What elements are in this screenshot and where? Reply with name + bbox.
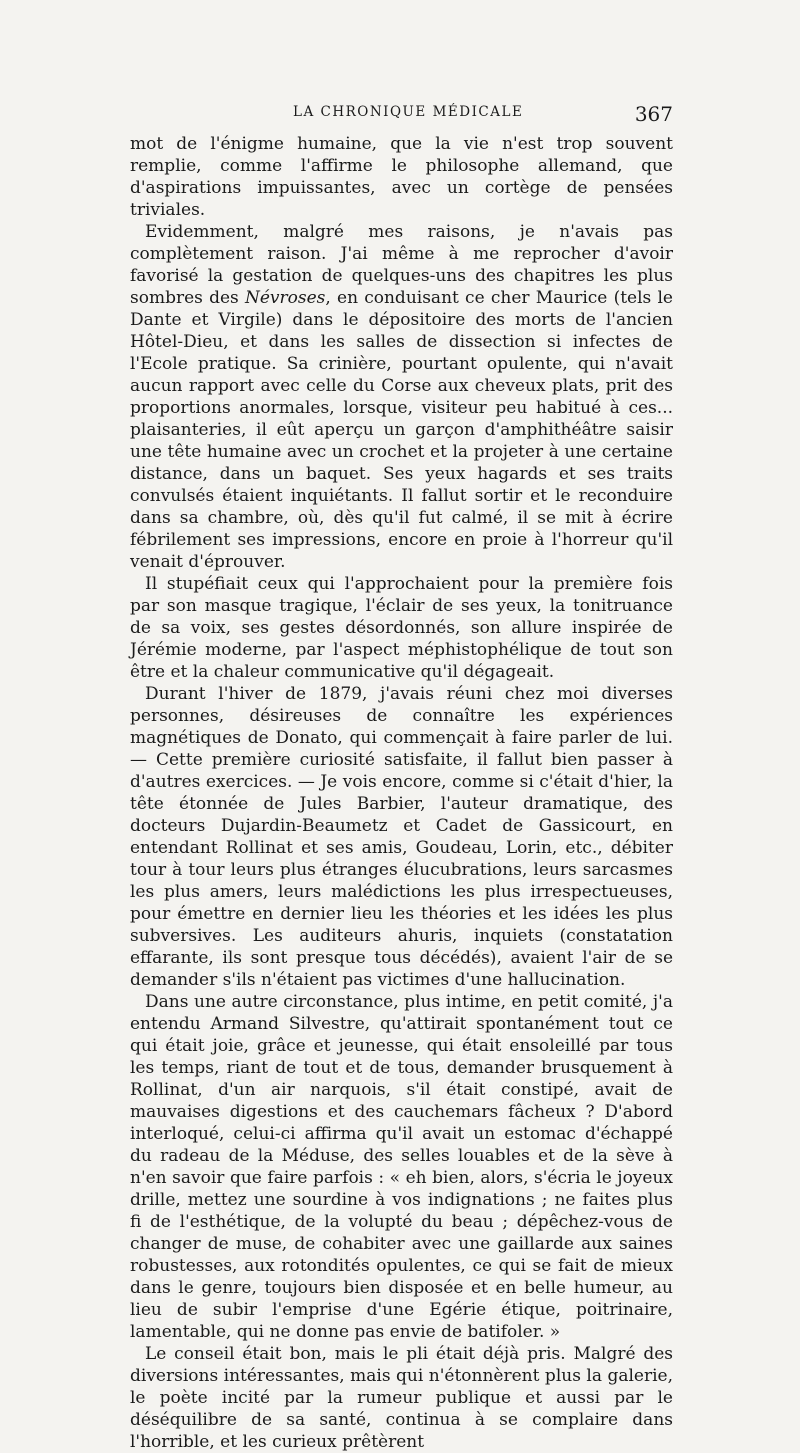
paragraph-text: Dans une autre circonstance, plus intime, en petit comité, j'a entendu Armand Silvestre, qu'attirait spontanément tout ce qui était joie, grâce et jeunesse, qui était ensoleillé par tous les temps, riant de tout et de tous, demander brusquement à Rollinat, d'un air narquois, s'il était constipé, avait de mauvaises digestions et des cauchemars fâcheux ? D'abord interloqué, celui-ci affirma qu'il avait un estomac d'échappé du radeau de la Méduse, des selles louables et de la sève à n'en savoir que faire parfois : « eh bien, alors, s'écria le joyeux drille, mettez une sourdine à vos indignations ; ne faites plus fi de l'esthétique, de la volupté du beau ; dépêchez-vous de changer de muse, de cohabiter avec une gaillarde aux saines robustesses, aux rotondités opulentes, ce qui se fait de mieux dans le genre, toujours bien disposée et en belle humeur, au lieu de subir l'emprise d'une Egérie étique, poitrinaire, lamentable, qui ne donne pas envie de batifoler. » bbox=[130, 992, 673, 1342]
paragraph bbox=[130, 1343, 673, 1453]
paragraph bbox=[130, 221, 673, 573]
body-text bbox=[130, 133, 673, 1453]
paragraph-text: Le conseil était bon, mais le pli était déjà pris. Malgré des diversions intéressantes, mais qui n'étonnèrent plus la galerie, le poète incité par la rumeur publique et aussi par le déséquilibre de sa santé, continua à se complaire dans l'horrible, et les curieux prêtèrent bbox=[130, 1344, 673, 1452]
paragraph-text: , en conduisant ce cher Maurice (tels le Dante et Virgile) dans le dépositoire des morts de l'ancien Hôtel-Dieu, et dans les salles de dissection si infectes de l'Ecole pratique. Sa crinière, pourtant opulente, qui n'avait aucun rapport avec celle du Corse aux cheveux plats, prit des proportions anormales, lorsque, visiteur peu habitué à ces... plaisanteries, il eût aperçu un garçon d'amphithéâtre saisir une tête humaine avec un crochet et la projeter à une certaine distance, dans un baquet. Ses yeux hagards et ses traits convulsés étaient inquiétants. Il fallut sortir et le reconduire dans sa chambre, où, dès qu'il fut calmé, il se mit à écrire fébrilement ses impressions, encore en proie à l'horreur qu'il venait d'éprouver. bbox=[130, 288, 673, 572]
page-number: 367 bbox=[634, 102, 673, 126]
paragraph-text: Il stupéfiait ceux qui l'approchaient pour la première fois par son masque tragique, l'éclair de ses yeux, la tonitruance de sa voix, ses gestes désordonnés, son allure inspirée de Jérémie moderne, par l'aspect méphistophélique de tout son être et la chaleur communicative qu'il dégageait. bbox=[130, 574, 673, 682]
paragraph-text: Evidemment, malgré mes raisons, je n'avais pas complètement raison. J'ai même à me reprocher d'avoir favorisé la gestation de quelques-uns des chapitres les plus sombres des bbox=[130, 222, 673, 308]
running-title: LA CHRONIQUE MÉDICALE bbox=[293, 104, 524, 120]
paragraph bbox=[130, 991, 673, 1343]
paragraph-text: mot de l'énigme humaine, que la vie n'est trop souvent remplie, comme l'affirme le philosophe allemand, que d'aspirations impuissantes, avec un cortège de pensées triviales. bbox=[130, 134, 673, 220]
page-header bbox=[143, 104, 673, 128]
paragraph-text: Durant l'hiver de 1879, j'avais réuni chez moi diverses personnes, désireuses de connaître les expériences magnétiques de Donato, qui commençait à faire parler de lui. — Cette première curiosité satisfaite, il fallut bien passer à d'autres exercices. — Je vois encore, comme si c'était d'hier, la tête étonnée de Jules Barbier, l'auteur dramatique, des docteurs Dujardin-Beaumetz et Cadet de Gassicourt, en entendant Rollinat et ses amis, Goudeau, Lorin, etc., débiter tour à tour leurs plus étranges élucubrations, leurs sarcasmes les plus amers, leurs malédictions les plus irrespectueuses, pour émettre en dernier lieu les théories et les idées les plus subversives. Les auditeurs ahuris, inquiets (constatation effarante, ils sont presque tous décédés), avaient l'air de se demander s'ils n'étaient pas victimes d'une hallucination. bbox=[130, 684, 673, 990]
paragraph bbox=[130, 683, 673, 991]
paragraph bbox=[130, 573, 673, 683]
book-title-nevroses: Névroses bbox=[244, 288, 326, 308]
paragraph bbox=[130, 133, 673, 221]
